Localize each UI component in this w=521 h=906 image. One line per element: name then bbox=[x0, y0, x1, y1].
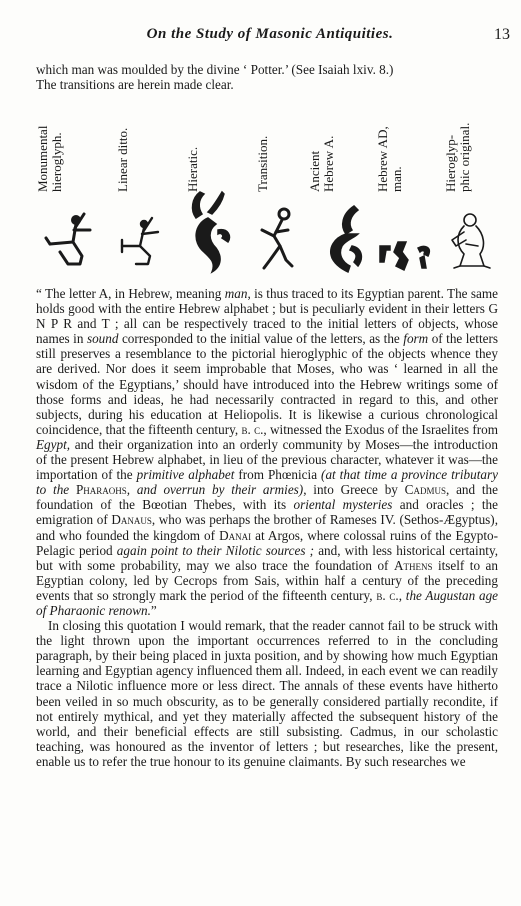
label-line: Transition. bbox=[255, 135, 270, 192]
hieratic-glyph-icon bbox=[182, 190, 240, 276]
label-transition bbox=[256, 136, 270, 192]
label-line: Hebrew A. bbox=[321, 135, 336, 192]
glyph-row bbox=[36, 190, 498, 278]
label-hieroglyphic-original bbox=[444, 123, 472, 192]
intro-line: which man was moulded by the divine ‘ Potter.’ (See Isaiah lxiv. 8.) bbox=[36, 62, 394, 77]
ancient-hebrew-a-icon bbox=[318, 204, 368, 274]
hebrew-ad-man-icon bbox=[376, 240, 436, 274]
label-linear-ditto bbox=[116, 128, 130, 192]
label-line: Monumental bbox=[35, 125, 50, 192]
hieroglyphic-original-icon bbox=[440, 210, 496, 274]
linear-hieroglyph-icon bbox=[114, 214, 164, 270]
body-text bbox=[36, 286, 498, 769]
label-line: Hebrew AD, bbox=[375, 126, 390, 192]
label-line: Linear ditto. bbox=[115, 127, 130, 192]
monumental-hieroglyph-icon bbox=[40, 208, 96, 268]
label-line: Ancient bbox=[307, 150, 322, 192]
closing-paragraph: In closing this quotation I would remark, that the reader cannot fail to be struck with the light thrown upon the important occurrences referred to in the concluding paragraph, by their being placed in juxta position, and by showing how much Egyptian learning and Egyptian agency influenced them all. Indeed, in each event we can readily trace a Nilotic influence more or less direct. The annals of these events have hitherto been veiled in so much obscurity, as to be generally considered partially recondite, if not entirely mythical, and yet they materially affected the subsequent history of the world, and their beneficial effects are still subsisting. Cadmus, in our scholastic teaching, was honoured as the inventor of letters ; but researches, like the present, enable us to refer the true honour to its genuine claimants. By such researches we bbox=[36, 618, 498, 769]
label-line: hieroglyph. bbox=[49, 132, 64, 192]
label-line: phic original. bbox=[457, 122, 472, 192]
column-labels bbox=[36, 92, 498, 192]
page-number: 13 bbox=[494, 26, 510, 43]
label-ancient-hebrew-a bbox=[308, 136, 336, 192]
label-line: Hieratic. bbox=[185, 146, 200, 192]
quotation-paragraph: “ The letter A, in Hebrew, meaning man, is thus traced to its Egyptian parent. The same holds good with the entire Hebrew alphabet ; but is peculiarly evident in their letters G N P R and T ; all can be respectively traced to the initial letters of objects, whose names in sound corresponded to the initial value of the letters, as the form of the letters still preserves a resemblance to the pictorial hieroglyphic of the objects whence they are derived. Nor does it seem improbable that Moses, who was ‘ learned in all the wisdom of the Egyptians,’ should have introduced into the Hebrew writings some of those forms and ideas, he had necessarily contracted in regard to this, and other subjects, during his education at Heliopolis. It is likewise a curious chronological coincidence, that the fifteenth century, b. c., witnessed the Exodus of the Israelites from Egypt, and their organization into an orderly community by Moses—the introduction of the present Hebrew alphabet, in lieu of the previous character, whatever it was—the importation of the primitive alphabet from Phœnicia (at that time a province tributary to the Pharaohs, and overrun by their armies), into Greece by Cadmus, and the foundation of the Bœotian Thebes, with its oriental mysteries and oracles ; the emigration of Danaus, who was perhaps the brother of Rameses IV. (Sethos-Ægyptus), and who founded the kingdom of Danai at Argos, where colossal ruins of the Egypto-Pelagic period again point to their Nilotic sources ; and, with less historical certainty, but with some probability, may we also trace the foundation of Athens itself to an Egyptian colony, led by Cecrops from Sais, within half a century of the preceding events that so strongly mark the period of the fifteenth century, b. c., the Augustan age of Pharaonic renown.” bbox=[36, 286, 499, 618]
intro-text bbox=[36, 62, 498, 92]
label-line: Hieroglyp- bbox=[443, 134, 458, 192]
label-hieratic bbox=[186, 147, 200, 192]
label-hebrew-ad-man bbox=[376, 126, 404, 192]
label-line: man. bbox=[389, 166, 404, 192]
running-title: On the Study of Masonic Antiquities. bbox=[146, 26, 394, 42]
label-monumental-hieroglyph bbox=[36, 126, 64, 192]
transition-glyph-icon bbox=[254, 206, 298, 276]
page-header bbox=[30, 26, 510, 46]
intro-line: The transitions are herein made clear. bbox=[36, 77, 234, 93]
